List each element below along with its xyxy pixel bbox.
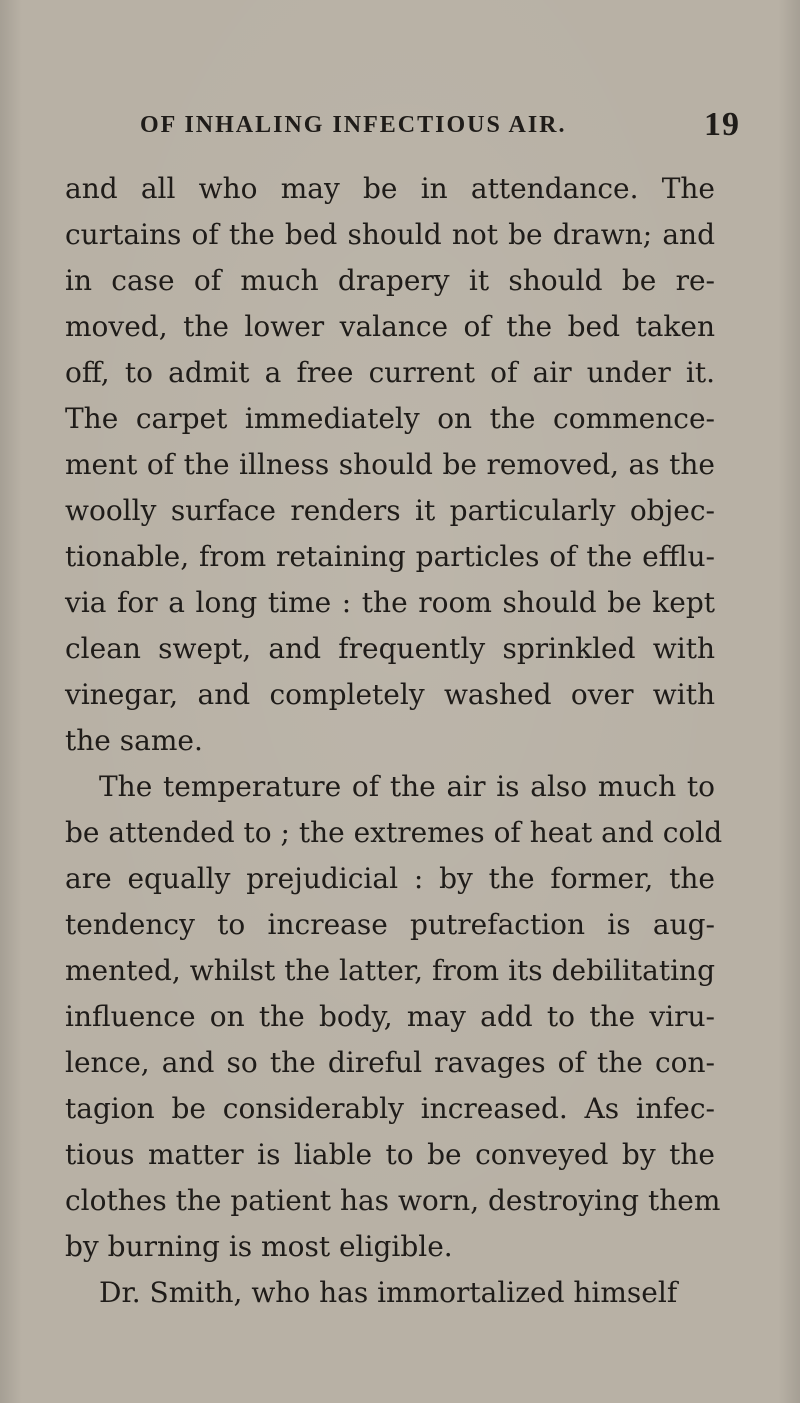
body-line: woolly surface renders it particularly objec-: [65, 494, 715, 527]
body-line: mented, whilst the latter, from its debilitating: [65, 954, 715, 987]
body-line: influence on the body, may add to the viru-: [65, 1000, 715, 1033]
body-text: [65, 166, 723, 1316]
body-line: and all who may be in attendance. The: [65, 172, 715, 205]
body-line: via for a long time : the room should be kept: [65, 586, 715, 619]
body-line: clean swept, and frequently sprinkled with: [65, 632, 715, 665]
body-line: tagion be considerably increased. As infec-: [65, 1092, 715, 1125]
running-head: OF INHALING INFECTIOUS AIR.: [140, 112, 567, 138]
body-line: tious matter is liable to be conveyed by the: [65, 1138, 715, 1171]
body-line: The temperature of the air is also much to: [99, 770, 715, 803]
body-line: in case of much drapery it should be re-: [65, 264, 715, 297]
body-line: the same.: [65, 724, 203, 757]
body-line: be attended to ; the extremes of heat and cold: [65, 816, 723, 849]
body-line: by burning is most eligible.: [65, 1230, 453, 1263]
page-header: [140, 106, 740, 152]
body-line: are equally prejudicial : by the former, the: [65, 862, 715, 895]
body-line: curtains of the bed should not be drawn; and: [65, 218, 715, 251]
body-line: Dr. Smith, who has immortalized himself: [99, 1276, 678, 1309]
body-line: moved, the lower valance of the bed taken: [65, 310, 715, 343]
page-number: 19: [704, 106, 740, 143]
body-line: lence, and so the direful ravages of the con-: [65, 1046, 715, 1079]
body-line: off, to admit a free current of air under it.: [65, 356, 715, 389]
body-line: ment of the illness should be removed, as the: [65, 448, 715, 481]
body-line: The carpet immediately on the commence-: [65, 402, 715, 435]
body-line: vinegar, and completely washed over with: [65, 678, 715, 711]
body-line: tionable, from retaining particles of the efflu-: [65, 540, 715, 573]
body-line: clothes the patient has worn, destroying them: [65, 1184, 721, 1217]
body-line: tendency to increase putrefaction is aug-: [65, 908, 715, 941]
